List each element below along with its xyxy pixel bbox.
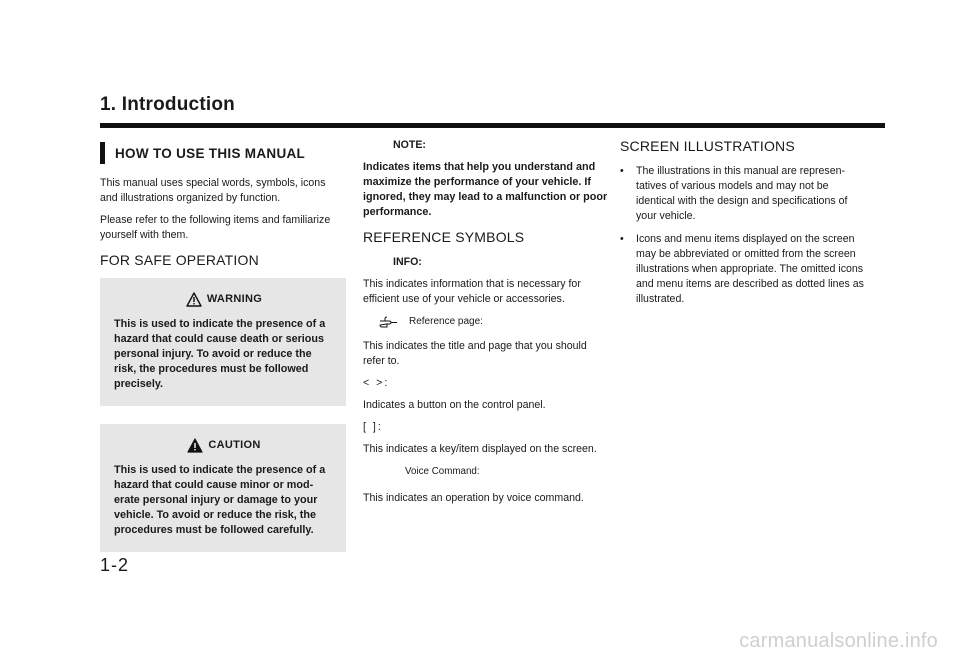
- bullet-text: Icons and menu items displayed on the screen may be abbreviated or omitted from the screen illustrations when appropriate. The omitted icons and menu items are described as dotted lines as illustrated.: [636, 233, 864, 305]
- intro-paragraph-2: Please refer to the following items and familiarize yourself with them.: [100, 214, 331, 241]
- reference-symbols-heading: REFERENCE SYMBOLS: [363, 229, 525, 245]
- reference-page-label: Reference page:: [409, 316, 483, 327]
- pointing-hand-icon: [379, 315, 399, 329]
- warning-box: [100, 278, 346, 406]
- info-text: This indicates information that is necessary for efficient use of your vehicle or accessories.: [363, 278, 581, 305]
- square-bracket-text: This indicates a key/item displayed on the screen.: [363, 443, 597, 455]
- right-column: [620, 139, 866, 315]
- illustrations-bullet-list: [620, 164, 866, 307]
- section-heading-text: HOW TO USE THIS MANUAL: [115, 145, 306, 161]
- warning-label: WARNING: [206, 293, 263, 305]
- intro-paragraph-1: This manual uses special words, symbols, icons and illustrations organized by function.: [100, 177, 326, 204]
- caution-text: This is used to indicate the presence of a hazard that could cause minor or mod-erate personal injury or damage to your vehicle. To avoid or reduce the risk, the procedures must be followed carefully.: [114, 464, 326, 536]
- caution-triangle-icon: [187, 438, 203, 453]
- info-label: INFO:: [393, 256, 422, 268]
- middle-column: [363, 138, 609, 513]
- caution-header: [114, 438, 334, 453]
- list-item: [620, 164, 866, 224]
- bullet-glyph: •: [620, 165, 624, 177]
- bullet-text: The illustrations in this manual are represen-tatives of various models and may not be identical with the design and specifications of your vehicle.: [636, 165, 848, 222]
- safe-operation-heading: FOR SAFE OPERATION: [100, 252, 259, 268]
- chapter-title: 1. Introduction: [100, 94, 235, 115]
- list-item: [620, 232, 866, 307]
- page-number: 1-2: [100, 555, 130, 575]
- caution-label: CAUTION: [208, 439, 261, 451]
- angle-bracket-text: Indicates a button on the control panel.: [363, 399, 546, 411]
- note-text: Indicates items that help you understand and maximize the performance of your vehicle. If ignored, they may lead to a malfunction or poor performance.: [363, 161, 608, 218]
- angle-bracket-symbol: < >:: [363, 377, 390, 389]
- warning-triangle-icon: [186, 292, 202, 307]
- note-label: NOTE:: [393, 139, 426, 151]
- square-bracket-symbol: [ ]:: [363, 421, 383, 433]
- screen-illustrations-heading: SCREEN ILLUSTRATIONS: [620, 138, 795, 154]
- section-heading: [100, 142, 346, 164]
- reference-page-text: This indicates the title and page that you should refer to.: [363, 340, 587, 367]
- watermark: carmanualsonline.info: [739, 630, 938, 652]
- chapter-rule: [100, 123, 885, 128]
- reference-page-row: [379, 314, 609, 329]
- bullet-glyph: •: [620, 233, 624, 245]
- voice-command-text: This indicates an operation by voice command.: [363, 492, 584, 504]
- warning-text: This is used to indicate the presence of a hazard that could cause death or serious personal injury. To avoid or reduce the risk, the procedures must be followed precisely.: [114, 318, 326, 390]
- caution-box: [100, 424, 346, 552]
- voice-command-label: Voice Command:: [405, 466, 480, 477]
- left-column: [100, 138, 346, 552]
- warning-header: [114, 292, 334, 307]
- heading-bar: [100, 142, 105, 164]
